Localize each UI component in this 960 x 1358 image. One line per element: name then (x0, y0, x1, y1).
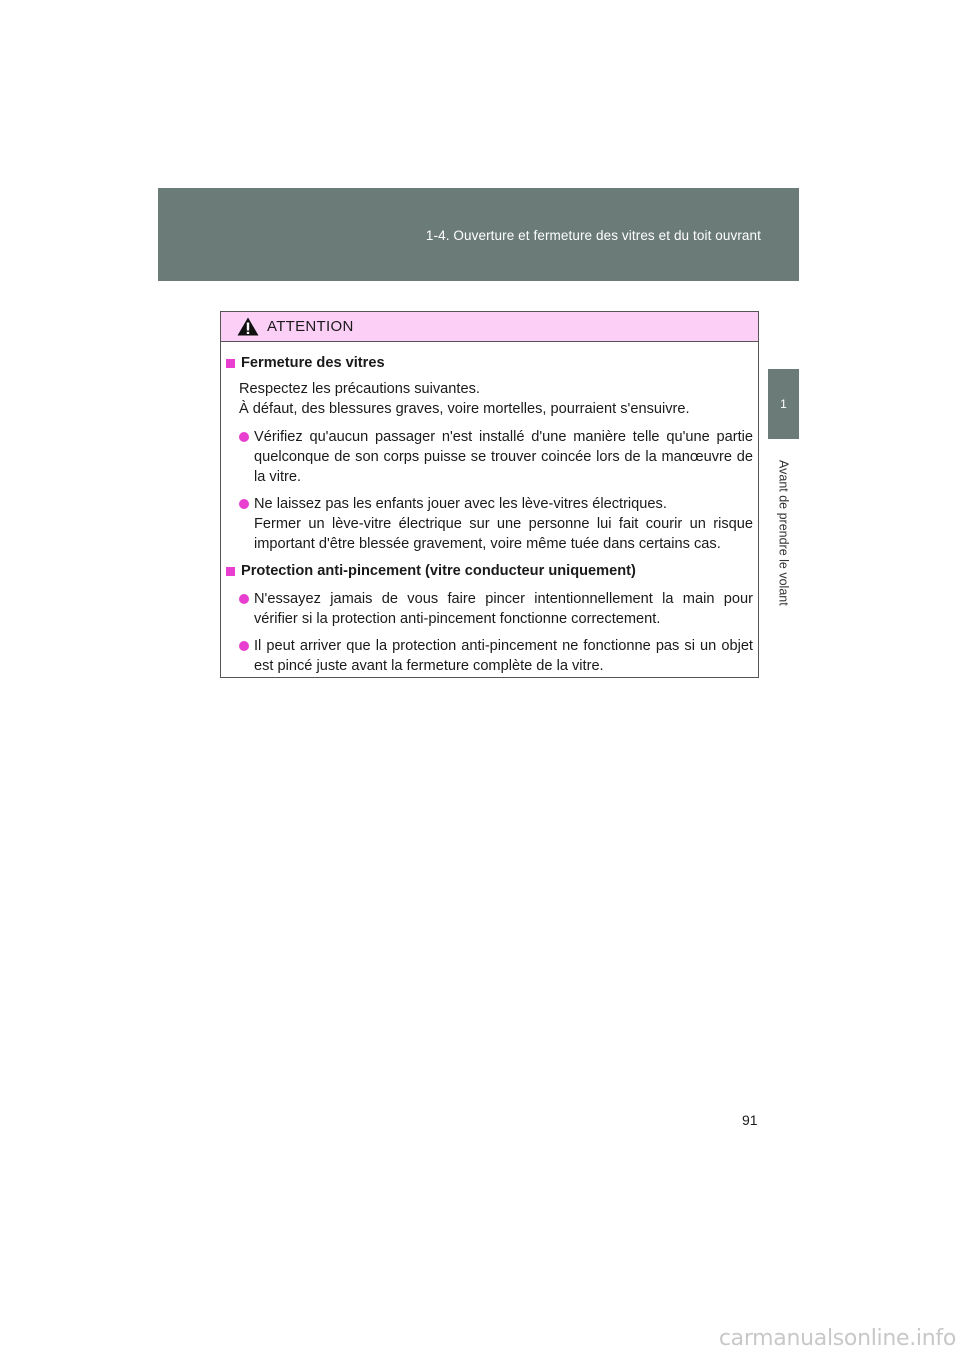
section-header-band (158, 188, 799, 281)
intro-paragraph (226, 379, 753, 419)
dot-bullet-icon (239, 594, 249, 604)
section-heading-text: Fermeture des vitres (241, 355, 385, 371)
chapter-tab (768, 369, 799, 439)
intro-line: À défaut, des blessures graves, voire mortelles, pourraient s'ensuivre. (239, 401, 690, 417)
dot-bullet-icon (239, 432, 249, 442)
warning-triangle-icon (237, 317, 259, 336)
list-item (226, 494, 753, 554)
chapter-label-container (768, 445, 799, 620)
list-item-text: Il peut arriver que la protection anti-pincement ne fonctionne pas si un objet est pincé juste avant la fermeture complète de la vitre. (254, 638, 753, 674)
warning-header (221, 312, 758, 342)
warning-title: ATTENTION (267, 318, 354, 335)
list-item-text: Vérifiez qu'aucun passager n'est installé d'une manière telle qu'une partie quelconque de son corps puisse se trouver coincée lors de la manœuvre de la vitre. (254, 429, 753, 485)
dot-bullet-icon (239, 499, 249, 509)
chapter-label: Avant de prendre le volant (776, 459, 791, 606)
square-bullet-icon (226, 567, 235, 576)
dot-bullet-icon (239, 641, 249, 651)
warning-box (220, 311, 759, 678)
section-title: 1-4. Ouverture et fermeture des vitres et du toit ouvrant (425, 228, 761, 243)
list-item (226, 636, 753, 676)
page-number: 91 (742, 1112, 758, 1128)
section-heading (226, 353, 753, 373)
list-item (226, 427, 753, 487)
list-item (226, 589, 753, 629)
list-item-text: Fermer un lève-vitre électrique sur une personne lui fait courir un risque important d'être blessée gravement, voire même tuée dans certains cas. (254, 516, 753, 552)
chapter-number: 1 (780, 397, 787, 411)
section-heading-text: Protection anti-pincement (vitre conducteur uniquement) (241, 563, 636, 579)
square-bullet-icon (226, 359, 235, 368)
list-item-text: Ne laissez pas les enfants jouer avec les lève-vitres électriques. (254, 496, 667, 512)
list-item-text: N'essayez jamais de vous faire pincer intentionnellement la main pour vérifier si la protection anti-pincement fonctionne correctement. (254, 591, 753, 627)
watermark: carmanualsonline.info (718, 1326, 956, 1351)
warning-body (221, 342, 758, 676)
section-heading (226, 561, 753, 581)
intro-line: Respectez les précautions suivantes. (239, 381, 480, 397)
